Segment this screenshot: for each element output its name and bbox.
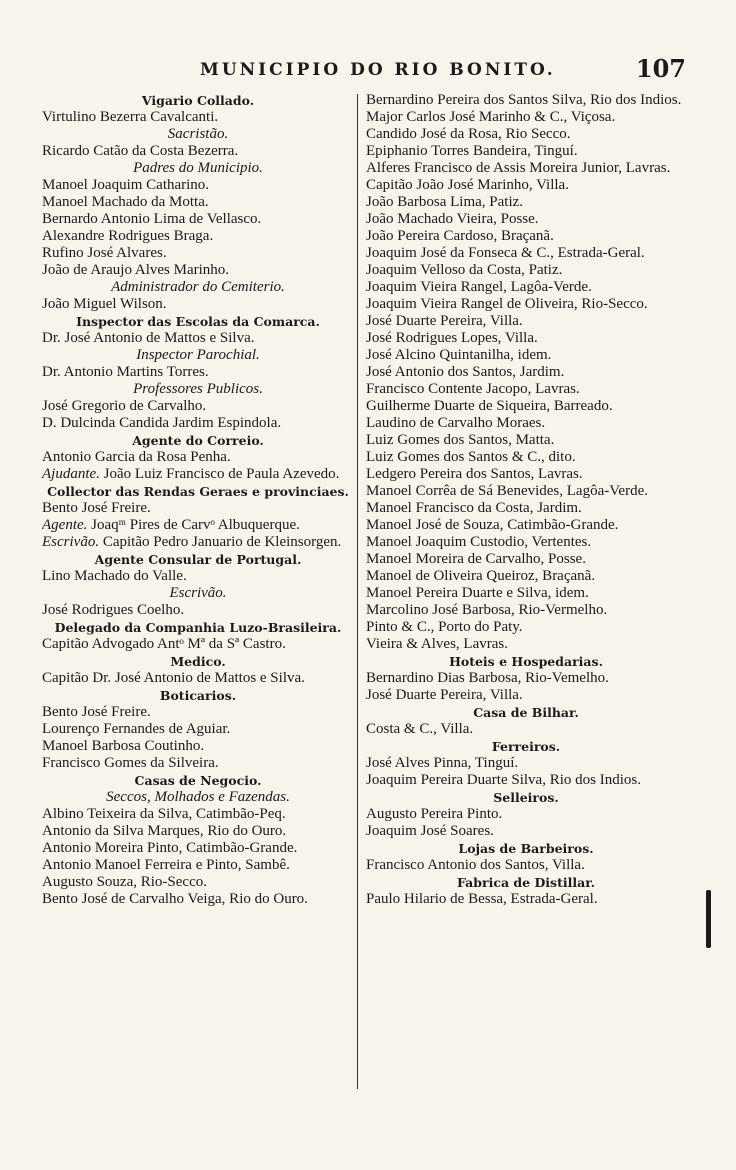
left-column [42, 92, 354, 908]
list-item: Dr. José Antonio de Mattos e Silva. [42, 330, 255, 346]
list-item: Manoel Joaquim Catharino. [42, 177, 210, 193]
list-item: Capitão João José Marinho, Villa. [366, 177, 569, 193]
list-item: Manoel Barbosa Coutinho. [42, 738, 205, 754]
list-item: Capitão Dr. José Antonio de Mattos e Silva. [42, 670, 305, 686]
list-item: Joaquim Vieira Rangel de Oliveira, Rio-Secco. [366, 296, 648, 312]
list-item: Antonio Garcia da Rosa Penha. [42, 449, 231, 465]
section-heading: Selleiros. [493, 790, 559, 805]
page-header [40, 54, 686, 90]
list-item: Manoel Machado da Motta. [42, 194, 209, 210]
list-item: Ricardo Catão da Costa Bezerra. [42, 143, 239, 159]
list-item: José Alves Pinna, Tinguí. [366, 755, 519, 771]
list-item: Antonio Moreira Pinto, Catimbão-Grande. [42, 840, 298, 856]
section-heading: Hoteis e Hospedarias. [449, 654, 603, 669]
list-item: Augusto Souza, Rio-Secco. [42, 874, 207, 890]
section-heading: Vigario Collado. [141, 93, 255, 108]
subsection-label: Padres do Municipio. [133, 160, 263, 176]
list-item: Marcolino José Barbosa, Rio-Vermelho. [366, 602, 608, 618]
list-item: José Alcino Quintanilha, idem. [366, 347, 552, 363]
list-item: Manoel Moreira de Carvalho, Posse. [366, 551, 586, 567]
list-item: Paulo Hilario de Bessa, Estrada-Geral. [366, 891, 598, 907]
list-item: D. Dulcinda Candida Jardim Espindola. [42, 415, 282, 431]
list-item: Laudino de Carvalho Moraes. [366, 415, 546, 431]
section-heading: Ferreiros. [491, 739, 561, 754]
list-item: Rufino José Alvares. [42, 245, 167, 261]
right-column [366, 92, 686, 908]
list-item: Major Carlos José Marinho & C., Viçosa. [366, 109, 616, 125]
list-item: Bento José Freire. [42, 704, 151, 720]
list-item: Augusto Pereira Pinto. [366, 806, 503, 822]
list-item: Bernardino Dias Barbosa, Rio-Vemelho. [366, 670, 609, 686]
list-item: Antonio Manoel Ferreira e Pinto, Sambê. [42, 857, 290, 873]
list-item: Epiphanio Torres Bandeira, Tinguí. [366, 143, 578, 159]
list-item: Ledgero Pereira dos Santos, Lavras. [366, 466, 583, 482]
section-heading: Agente do Correio. [132, 433, 264, 448]
list-item: Manoel Francisco da Costa, Jardim. [366, 500, 582, 516]
list-item: Costa & C., Villa. [366, 721, 474, 737]
list-item: Alexandre Rodrigues Braga. [42, 228, 214, 244]
subsection-label: Administrador do Cemiterio. [111, 279, 285, 295]
section-heading: Lojas de Barbeiros. [458, 841, 594, 856]
list-item: Joaquim Pereira Duarte Silva, Rio dos Indios. [366, 772, 641, 788]
subsection-label: Escrivão. [169, 585, 227, 601]
list-item: Manoel de Oliveira Queiroz, Braçanã. [366, 568, 596, 584]
list-item: João Miguel Wilson. [42, 296, 167, 312]
list-item [42, 466, 354, 483]
list-item: Capitão Advogado Antᵒ Mª da Sª Castro. [42, 636, 286, 652]
list-item: Francisco Gomes da Silveira. [42, 755, 219, 771]
list-item: Manoel Joaquim Custodio, Vertentes. [366, 534, 592, 550]
list-item: Virtulino Bezerra Cavalcanti. [42, 109, 219, 125]
section-heading: Casa de Bilhar. [473, 705, 579, 720]
list-item: Luiz Gomes dos Santos & C., dito. [366, 449, 576, 465]
list-item: João Pereira Cardoso, Braçanã. [366, 228, 554, 244]
subsection-label: Sacristão. [167, 126, 229, 142]
subsection-label: Inspector Parochial. [136, 347, 260, 363]
section-heading: Boticarios. [159, 688, 237, 703]
list-item: Antonio da Silva Marques, Rio do Ouro. [42, 823, 287, 839]
list-item: Candido José da Rosa, Rio Secco. [366, 126, 571, 142]
subsection-label: Seccos, Molhados e Fazendas. [106, 789, 290, 805]
list-item: Guilherme Duarte de Siqueira, Barreado. [366, 398, 613, 414]
list-item: Dr. Antonio Martins Torres. [42, 364, 209, 380]
list-item [42, 517, 354, 534]
list-item: Francisco Contente Jacopo, Lavras. [366, 381, 580, 397]
running-title: MUNICIPIO DO RIO BONITO. [200, 60, 556, 80]
margin-ink-mark [706, 890, 711, 948]
section-heading: Delegado da Companhia Luzo-Brasileira. [54, 620, 342, 635]
role-name: Joaqᵐ Pires de Carvᵒ Albuquerque. [91, 517, 300, 533]
list-item: Bernardino Pereira dos Santos Silva, Rio dos Indios. [366, 92, 682, 108]
list-item: Lino Machado do Valle. [42, 568, 187, 584]
list-item: Joaquim José Soares. [366, 823, 494, 839]
list-item: Manoel Pereira Duarte e Silva, idem. [366, 585, 589, 601]
list-item: João Machado Vieira, Posse. [366, 211, 539, 227]
list-item: Lourenço Fernandes de Aguiar. [42, 721, 231, 737]
section-heading: Collector das Rendas Geraes e provinciaes. [47, 484, 349, 499]
section-heading: Agente Consular de Portugal. [94, 552, 302, 567]
page-number: 107 [635, 54, 686, 83]
list-item: João de Araujo Alves Marinho. [42, 262, 230, 278]
list-item: Alferes Francisco de Assis Moreira Junior, Lavras. [366, 160, 671, 176]
list-item: Bernardo Antonio Lima de Vellasco. [42, 211, 262, 227]
list-item: José Gregorio de Carvalho. [42, 398, 207, 414]
subsection-label: Professores Publicos. [133, 381, 263, 397]
list-item: José Duarte Pereira, Villa. [366, 313, 523, 329]
role-name: Capitão Pedro Januario de Kleinsorgen. [102, 534, 342, 550]
section-heading: Inspector das Escolas da Comarca. [76, 314, 320, 329]
column-divider [357, 94, 358, 1089]
list-item: Francisco Antonio dos Santos, Villa. [366, 857, 585, 873]
list-item: José Rodrigues Coelho. [42, 602, 185, 618]
list-item: Joaquim José da Fonseca & C., Estrada-Geral. [366, 245, 645, 261]
list-item: João Barbosa Lima, Patiz. [366, 194, 524, 210]
list-item: Manoel Corrêa de Sá Benevides, Lagôa-Verde. [366, 483, 648, 499]
role-label: Escrivão. [42, 534, 100, 550]
list-item: Vieira & Alves, Lavras. [366, 636, 508, 652]
role-name: João Luiz Francisco de Paula Azevedo. [103, 466, 340, 482]
list-item: José Rodrigues Lopes, Villa. [366, 330, 538, 346]
section-heading: Casas de Negocio. [134, 773, 262, 788]
list-item: Manoel José de Souza, Catimbão-Grande. [366, 517, 619, 533]
list-item: José Duarte Pereira, Villa. [366, 687, 523, 703]
section-heading: Fabrica de Distillar. [456, 875, 595, 890]
list-item: José Antonio dos Santos, Jardim. [366, 364, 565, 380]
list-item: Joaquim Velloso da Costa, Patiz. [366, 262, 563, 278]
role-label: Ajudante. [42, 466, 100, 482]
list-item: Pinto & C., Porto do Paty. [366, 619, 523, 635]
list-item: Luiz Gomes dos Santos, Matta. [366, 432, 555, 448]
list-item [42, 534, 354, 551]
list-item: Bento José de Carvalho Veiga, Rio do Ouro. [42, 891, 308, 907]
section-heading: Medico. [170, 654, 226, 669]
list-item: Joaquim Vieira Rangel, Lagôa-Verde. [366, 279, 592, 295]
role-label: Agente. [42, 517, 88, 533]
list-item: Albino Teixeira da Silva, Catimbão-Peq. [42, 806, 286, 822]
list-item: Bento José Freire. [42, 500, 151, 516]
